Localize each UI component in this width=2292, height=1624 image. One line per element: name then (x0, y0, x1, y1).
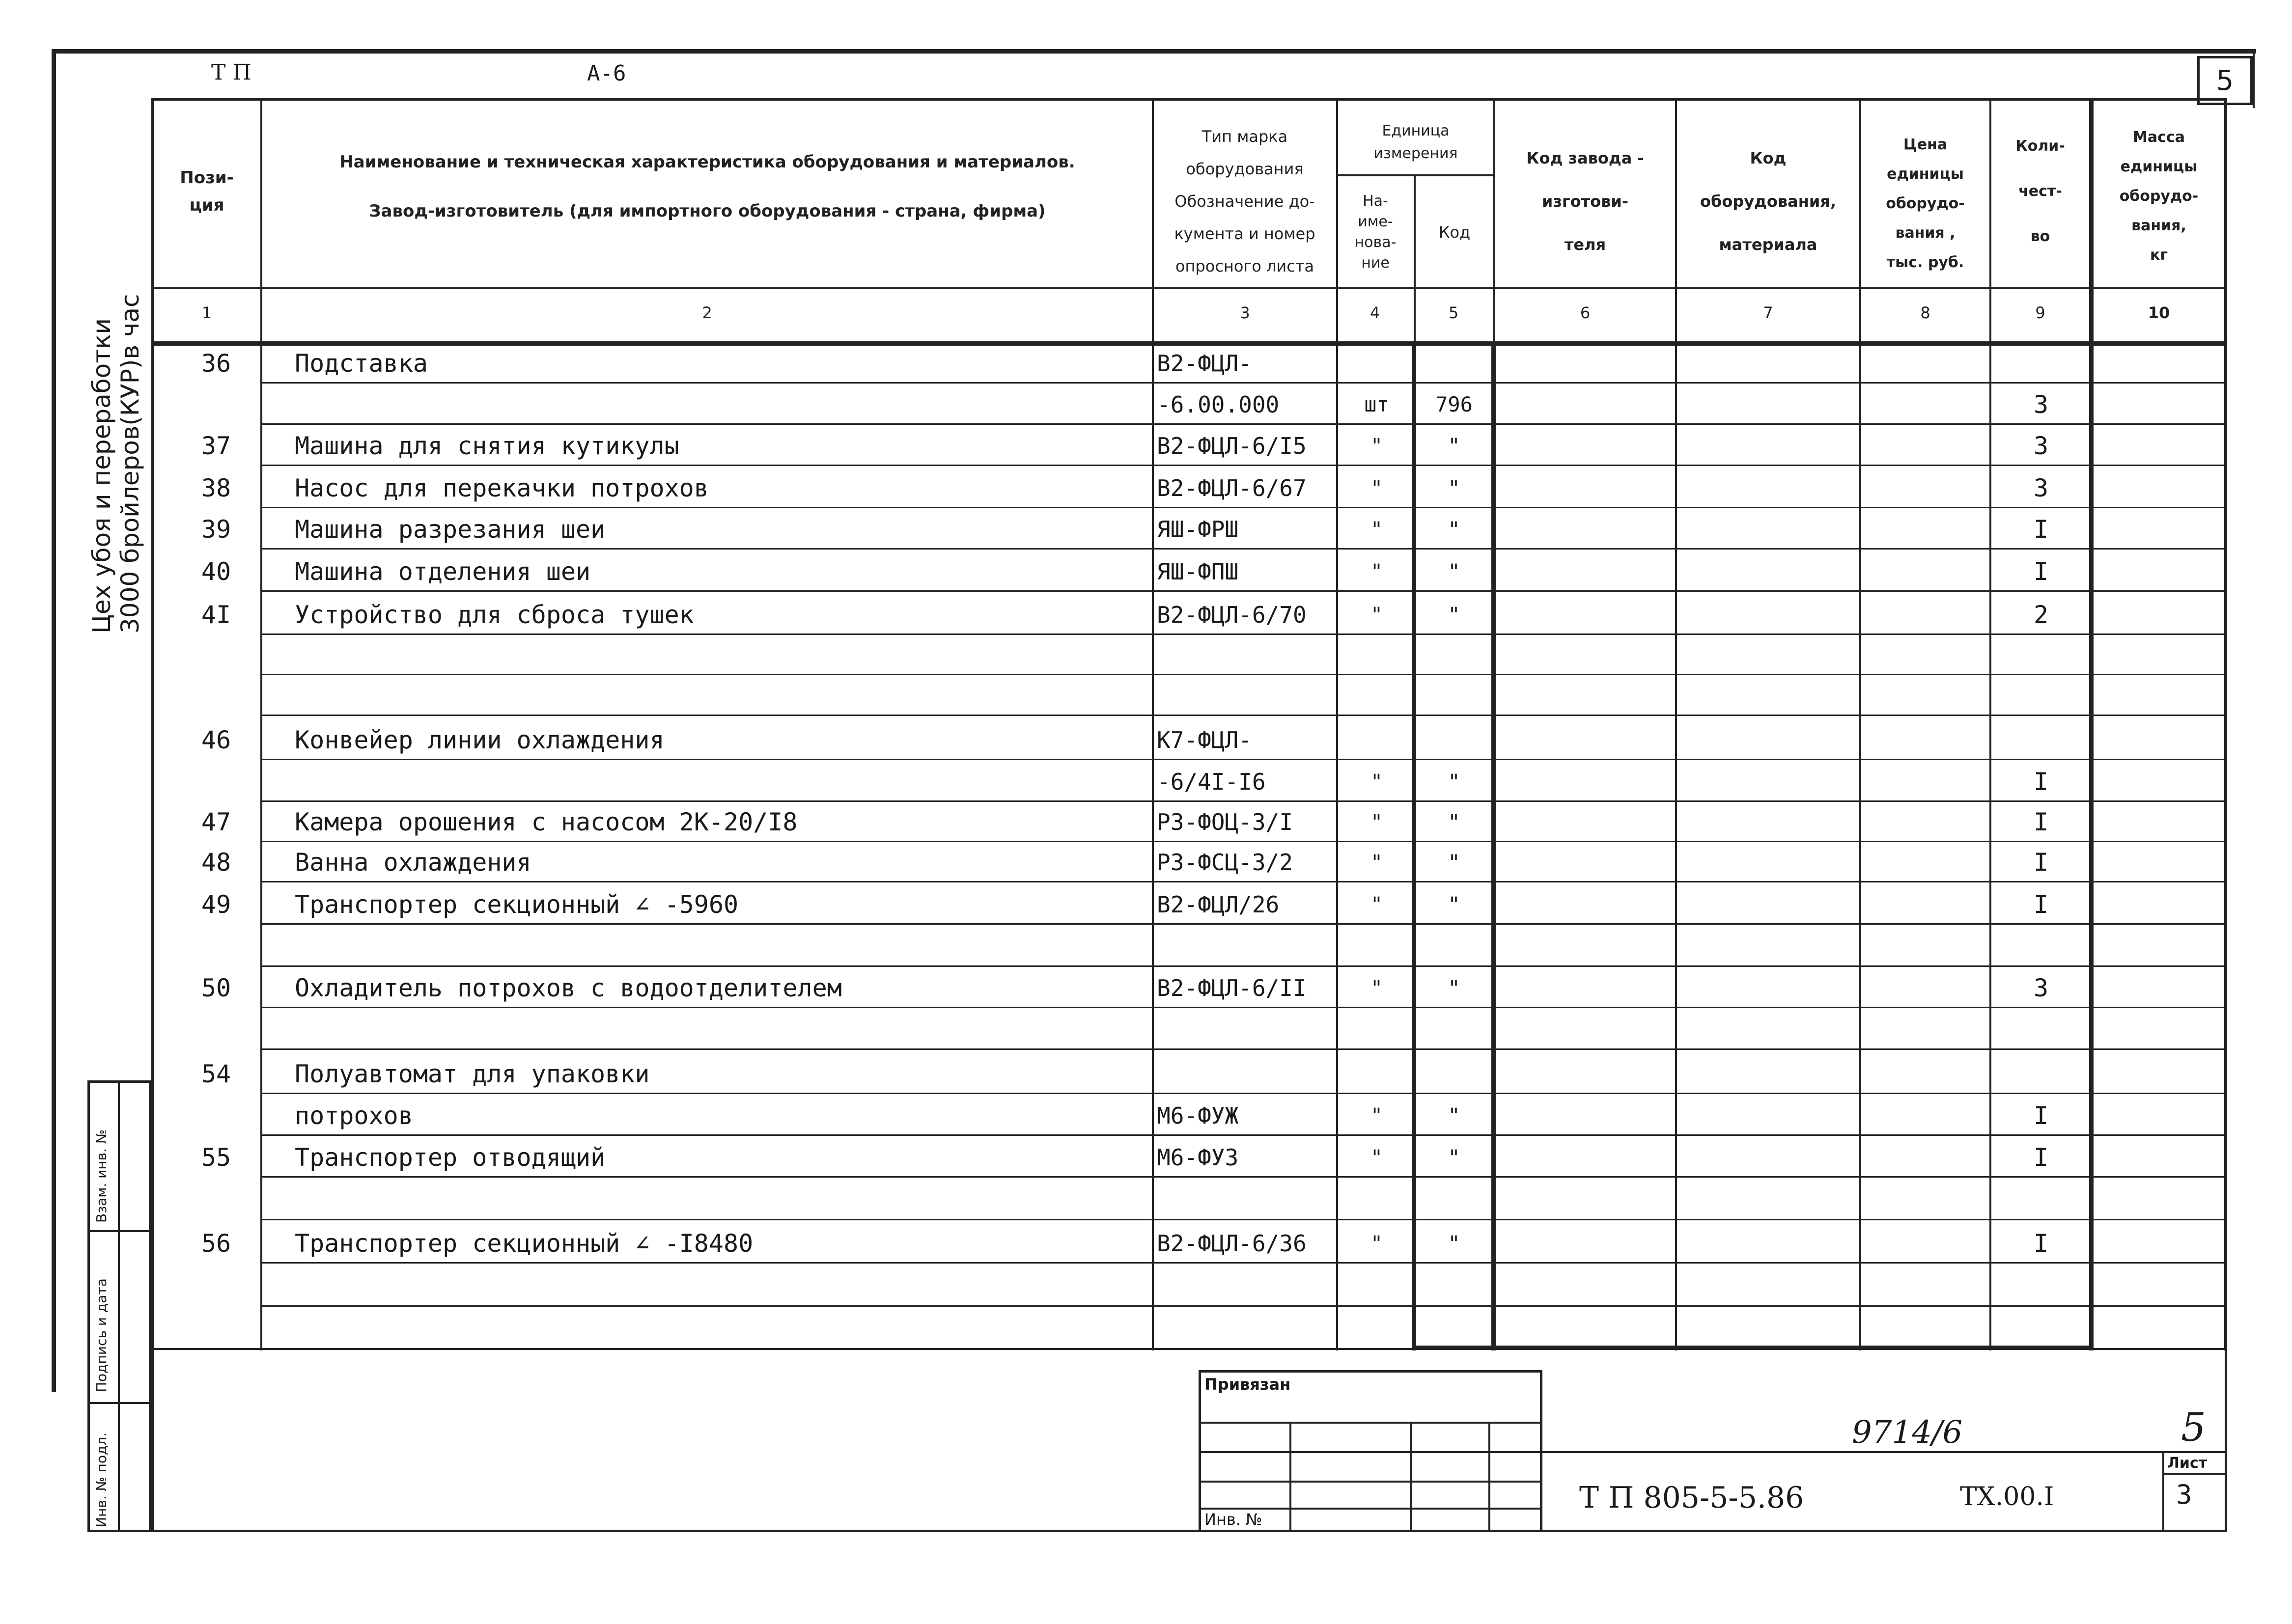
cell-type: -6.00.000 (1157, 391, 1280, 418)
cell-name: Подставка (295, 349, 428, 378)
cell-name: Устройство для сброса тушек (295, 601, 694, 629)
col-line-9 (1989, 98, 1991, 1350)
cell-pos: 49 (201, 890, 231, 919)
cell-name: Машина для снятия кутикулы (295, 432, 679, 460)
col-line-2 (1152, 98, 1154, 1350)
cell-pos: 46 (201, 726, 231, 754)
cell-code: " (1448, 1103, 1460, 1128)
list-number: 3 (2176, 1479, 2192, 1510)
cell-type: Р3-ФСЦ-3/2 (1157, 849, 1293, 876)
row-divider (260, 633, 2225, 635)
cell-code: " (1448, 1231, 1460, 1255)
cell-pos: 55 (201, 1143, 231, 1172)
list-label: Лист (2167, 1455, 2208, 1472)
list-box-split (2162, 1473, 2226, 1475)
row-divider (260, 841, 2225, 842)
row-divider (260, 1134, 2225, 1136)
row-divider (260, 1219, 2225, 1220)
cell-name: Транспортер секционный ∠ -I8480 (295, 1229, 754, 1258)
row-divider (260, 507, 2225, 508)
cell-unit: " (1370, 559, 1383, 583)
cell-qty: 3 (2033, 432, 2049, 460)
cell-qty: I (2033, 1143, 2049, 1172)
cell-type: М6-ФУЗ (1157, 1144, 1239, 1171)
row-divider (260, 1262, 2225, 1264)
hdr-equipment-code: Код оборудования, материала (1700, 149, 1836, 254)
cell-name: Транспортер секционный ∠ -5960 (295, 890, 739, 919)
cell-type: Р3-ФОЦ-3/I (1157, 809, 1293, 835)
cell-unit: " (1370, 770, 1383, 794)
colnum-1: 1 (201, 303, 212, 322)
cell-type: М6-ФУЖ (1157, 1102, 1239, 1129)
cell-name: Камера орошения с насосом 2К-20/I8 (295, 808, 798, 836)
side-title (87, 280, 144, 633)
cell-type: К7-ФЦЛ- (1157, 727, 1252, 753)
cell-code: " (1448, 810, 1460, 834)
cell-qty: 2 (2033, 601, 2049, 629)
cell-code: " (1448, 1145, 1460, 1169)
cell-qty: I (2033, 890, 2049, 919)
hdr-price: Цена единицы оборудо- вания , тыс. руб. (1886, 136, 1965, 271)
cell-name: Насос для перекачки потрохов (295, 474, 709, 502)
cell-name: потрохов (295, 1101, 413, 1130)
sheet-number: 5 (2216, 64, 2234, 97)
colnum-7: 7 (1763, 303, 1773, 322)
cell-unit: " (1370, 434, 1383, 458)
cell-unit: " (1370, 1231, 1383, 1255)
frame-top (53, 49, 2256, 54)
row-divider (260, 965, 2225, 967)
hdr-unit-name: На- име- нова- ние (1354, 192, 1397, 272)
cell-name: Конвейер линии охлаждения (295, 726, 665, 754)
cell-pos: 38 (201, 474, 231, 502)
hdr-name-line1: Наименование и техническая характеристика оборудования и материалов. (339, 152, 1075, 172)
cell-code: " (1448, 850, 1460, 874)
side-title-line2: 3000 бройлеров(КУР)в час (116, 294, 144, 633)
bottom-stamp-line-3 (1199, 1481, 1542, 1483)
cell-unit: " (1370, 810, 1383, 834)
row-divider (260, 1348, 2225, 1349)
colnum-8: 8 (1920, 303, 1930, 322)
col-line-5 (1412, 341, 1416, 1350)
cell-code: 796 (1435, 392, 1473, 416)
bottom-stamp-line-4 (1199, 1508, 1542, 1510)
cell-unit: " (1370, 476, 1383, 500)
row-divider (260, 800, 2225, 802)
tp-label: Т П (211, 60, 252, 85)
row-divider (260, 715, 2225, 716)
inv-no-label: Инв. № (1204, 1510, 1262, 1529)
hdr-name-line2: Завод-изготовитель (для импортного оборудования - страна, фирма) (369, 201, 1046, 221)
row-divider (260, 1176, 2225, 1178)
hdr-unit-code: Код (1438, 222, 1471, 242)
colnum-3: 3 (1240, 303, 1250, 322)
cell-unit: шт (1364, 392, 1389, 416)
cell-pos: 47 (201, 808, 231, 836)
cell-name: Охладитель потрохов с водоотделителем (295, 974, 842, 1002)
cell-unit: " (1370, 850, 1383, 874)
cell-code: " (1448, 603, 1460, 627)
privyazan-label: Привязан (1204, 1375, 1291, 1394)
col-line-7 (1675, 98, 1677, 1350)
cell-code: " (1448, 517, 1460, 541)
cell-code: " (1448, 892, 1460, 916)
cell-type: ЯШ-ФРШ (1157, 516, 1239, 543)
frame-right (2253, 49, 2255, 108)
cell-name: Ванна охлаждения (295, 848, 531, 877)
row-divider (260, 1093, 2225, 1094)
row-divider (260, 590, 2225, 592)
row-divider (260, 423, 2225, 425)
side-title-line1: Цех убоя и переработки (87, 318, 116, 633)
cell-unit: " (1370, 1103, 1383, 1128)
hdr-unit: Единица измерения (1373, 122, 1458, 162)
colnum-2: 2 (702, 303, 712, 322)
cell-type: В2-ФЦЛ-6/I5 (1157, 433, 1307, 459)
colnum-5: 5 (1448, 303, 1459, 322)
cell-qty: 3 (2033, 390, 2049, 419)
cell-pos: 56 (201, 1229, 231, 1258)
cell-type: В2-ФЦЛ-6/36 (1157, 1230, 1307, 1257)
cell-qty: I (2033, 557, 2049, 586)
cell-qty: I (2033, 1229, 2049, 1258)
cell-unit: " (1370, 892, 1383, 916)
cell-qty: I (2033, 1101, 2049, 1130)
cell-code: " (1448, 559, 1460, 583)
row-divider (260, 923, 2225, 925)
cell-qty: I (2033, 768, 2049, 796)
row-divider (260, 382, 2225, 384)
row-divider (260, 674, 2225, 675)
header-bottom-line (151, 287, 2227, 289)
title-block-line (1540, 1451, 2227, 1453)
row-divider (260, 1007, 2225, 1008)
cell-unit: " (1370, 1145, 1383, 1169)
row-divider (260, 1305, 2225, 1307)
row-divider (260, 759, 2225, 760)
cell-type: ЯШ-ФПШ (1157, 558, 1239, 585)
doc-code: ТХ.00.I (1960, 1482, 2054, 1512)
cell-pos: 54 (201, 1060, 231, 1088)
colnum-bottom-line (151, 341, 2227, 346)
cell-type: -6/4I-I6 (1157, 769, 1266, 795)
album-label: А-6 (587, 61, 626, 86)
cell-pos: 40 (201, 557, 231, 586)
cell-code: " (1448, 770, 1460, 794)
col-line-3 (1336, 98, 1338, 1350)
sheet-number-box (2197, 56, 2253, 105)
col-line-5-right (1491, 341, 1496, 1350)
cell-name: Машина разрезания шеи (295, 515, 606, 544)
cell-code: " (1448, 476, 1460, 500)
left-stamp-inner (118, 1080, 120, 1532)
bottom-stamp-line-1 (1199, 1422, 1542, 1424)
stamp-vzam-inv: Взам. инв. № (93, 1129, 110, 1223)
frame-left (52, 49, 56, 1392)
col-line-10 (2089, 98, 2094, 1350)
cell-name: Транспортер отводящий (295, 1143, 606, 1172)
col-line-8 (1859, 98, 1861, 1350)
cell-qty: 3 (2033, 974, 2049, 1002)
bottom-stamp-line-2 (1199, 1451, 1542, 1453)
cell-unit: " (1370, 603, 1383, 627)
stamp-inv-podl: Инв. № подл. (93, 1432, 110, 1527)
hdr-qty: Коли- чест- во (2015, 138, 2065, 245)
cell-pos: 48 (201, 848, 231, 877)
row-divider (260, 465, 2225, 466)
bottom-stamp-vline-3 (1488, 1422, 1490, 1532)
cell-pos: 50 (201, 974, 231, 1002)
cell-type: В2-ФЦЛ-6/II (1157, 975, 1307, 1001)
bottom-stamp-vline-2 (1410, 1422, 1412, 1532)
col-line-11 (2224, 98, 2226, 1350)
colnum-6: 6 (1580, 303, 1591, 322)
handwritten-number: 9714/6 (1852, 1414, 1963, 1451)
cell-code: " (1448, 976, 1460, 1000)
row-divider (260, 881, 2225, 882)
cell-type: В2-ФЦЛ- (1157, 350, 1252, 377)
project-code: Т П 805-5-5.86 (1579, 1481, 1804, 1515)
colnum-9: 9 (2035, 303, 2045, 322)
cell-pos: 39 (201, 515, 231, 544)
cell-qty: I (2033, 515, 2049, 544)
row-divider (260, 548, 2225, 550)
cell-unit: " (1370, 976, 1383, 1000)
cell-type: В2-ФЦЛ-6/70 (1157, 602, 1307, 628)
handwritten-sheet: 5 (2181, 1404, 2206, 1450)
cell-pos: 36 (201, 349, 231, 378)
cell-unit: " (1370, 517, 1383, 541)
cell-pos: 4I (201, 601, 231, 629)
colnum-10: 10 (2148, 303, 2170, 322)
cell-name: Машина отделения шеи (295, 557, 591, 586)
colnum-4: 4 (1370, 303, 1380, 322)
bottom-stamp-vline-1 (1289, 1422, 1291, 1532)
hdr-type: Тип марка оборудования Обозначение до- кумента и номер опросного листа (1174, 127, 1315, 275)
hdr-factory-code: Код завода - изготови- теля (1526, 149, 1644, 254)
cell-type: В2-ФЦЛ/26 (1157, 891, 1280, 918)
cell-qty: 3 (2033, 474, 2049, 502)
cell-code: " (1448, 434, 1460, 458)
hdr-mass: Масса единицы оборудо- вания, кг (2119, 129, 2199, 264)
stamp-podpis-data: Подпись и дата (93, 1278, 110, 1392)
cell-pos: 37 (201, 432, 231, 460)
list-box-left (2162, 1451, 2164, 1532)
hdr-position: Пози- ция (180, 168, 234, 215)
row-divider (260, 1048, 2225, 1050)
cell-qty: I (2033, 808, 2049, 836)
cell-qty: I (2033, 848, 2049, 877)
cell-type: В2-ФЦЛ-6/67 (1157, 475, 1307, 501)
cell-name: Полуавтомат для упаковки (295, 1060, 650, 1088)
